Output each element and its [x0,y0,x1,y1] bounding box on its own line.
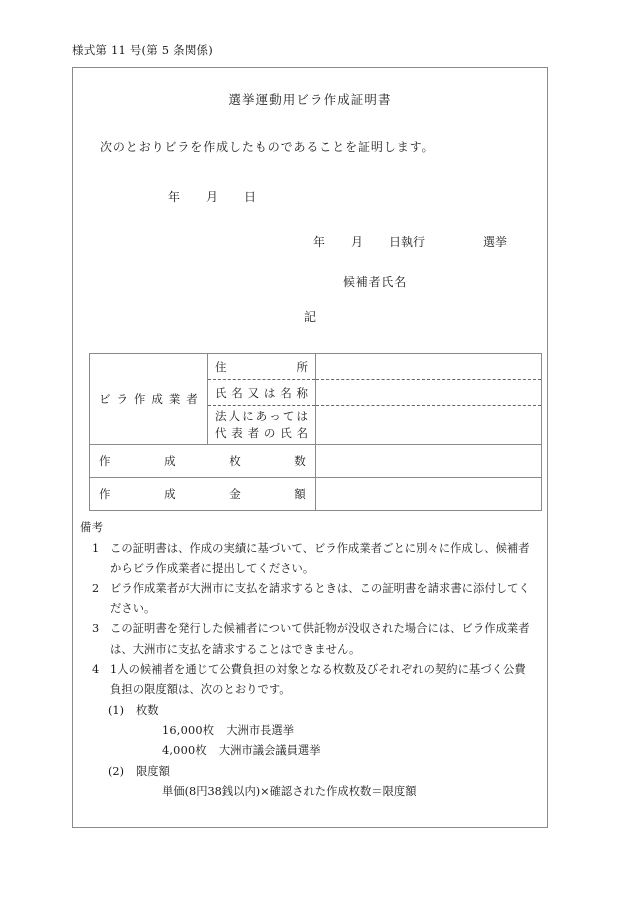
note-text-3 [110,619,542,659]
notes-section [80,518,542,802]
note-text-4 [110,660,542,700]
document-frame [72,67,548,828]
corporate-rep-value-cell[interactable] [316,406,542,445]
note-number-4: 4 [92,662,100,676]
vendor-label: ビラ作成業者 [99,392,198,406]
address-value-cell[interactable] [316,354,542,380]
corporate-rep-label-line2: 代表者の氏名 [215,426,308,440]
note-number-3: 3 [92,622,100,636]
note-text-3-line1: この証明書を発行した候補者について供託物が没収された場合には、ビラ作成業者 [110,622,530,636]
note-number-1: 1 [92,542,100,556]
election-year: 年 [313,235,326,249]
sheet-limit-row-2 [80,741,542,761]
vendor-details-table [89,353,542,511]
amount-value-cell[interactable] [316,478,542,511]
notes-heading: 備考 [80,521,104,534]
sheets-value-cell[interactable] [316,445,542,478]
table-row-amount [90,478,542,511]
issue-date-month: 月 [206,190,219,204]
address-label: 住所 [215,359,308,374]
name-label-cell [208,380,316,406]
corporate-rep-label-line1: 法人にあっては [215,409,308,424]
address-label-cell [208,354,316,380]
sheet-limit-count-2: 4,000枚 [162,744,207,758]
election-month: 月 [351,235,364,249]
ki-marker: 記 [303,310,316,324]
name-value-cell[interactable] [316,380,542,406]
issue-date-line [168,188,256,205]
note-text-1-line1: この証明書は、作成の実績に基づいて、ビラ作成業者ごとに別々に作成し、候補者 [110,542,530,556]
amount-formula: 単価(8円38銭以内)×確認された作成枚数＝限度額 [162,785,417,799]
note-item-3 [80,619,542,659]
note-item-4 [80,660,542,700]
corporate-rep-label-cell [208,406,316,445]
note-number-2: 2 [92,582,100,596]
sub-item-1-label: 枚数 [136,703,159,717]
corporate-rep-label [208,406,315,443]
election-day-exec: 日執行 [389,235,426,249]
note-text-1 [110,539,542,579]
sheet-limit-election-1: 大洲市長選挙 [226,723,295,737]
document-body [73,68,547,827]
amount-label: 作成金額 [99,487,306,501]
sub-item-2-label: 限度額 [136,765,170,779]
sub-item-1 [80,701,542,721]
candidate-name-label: 候補者氏名 [343,275,408,289]
table-row-address [90,354,542,380]
sheet-limit-row-1 [80,721,542,741]
table-row-sheets [90,445,542,478]
note-text-2-line1: ビラ作成業者が大洲市に支払を請求するときは、この証明書を請求書に添付してく [110,582,530,596]
form-number: 様式第 11 号(第 5 条関係) [72,43,213,57]
sub-item-1-number: (1) [108,703,125,717]
sheets-label: 作成枚数 [99,454,306,468]
certification-statement: 次のとおりビラを作成したものであることを証明します。 [100,140,435,154]
note-text-3-line2: は、大洲市に支払を請求することはできません。 [110,642,361,656]
election-date-line [313,233,507,250]
page-title: 選挙運動用ビラ作成証明書 [228,92,392,107]
note-text-1-line2: からビラ作成業者に提出してください。 [110,562,315,576]
sub-item-2 [80,762,542,782]
note-text-2 [110,579,542,619]
name-label: 氏名又は名称 [215,385,308,400]
amount-formula-row [80,782,542,802]
issue-date-year: 年 [168,190,181,204]
note-item-2 [80,579,542,619]
election-label: 選挙 [483,235,508,249]
issue-date-day: 日 [244,190,257,204]
amount-label-cell [90,478,316,511]
sheets-label-cell [90,445,316,478]
vendor-label-cell [90,354,208,445]
note-text-2-line2: ださい。 [110,602,156,616]
sheet-limit-election-2: 大洲市議会議員選挙 [218,744,321,758]
note-item-1 [80,539,542,579]
sub-item-2-number: (2) [108,765,125,779]
note-text-4-line2: 負担の限度額は、次のとおりです。 [110,682,291,696]
sheet-limit-count-1: 16,000枚 [162,723,215,737]
note-text-4-line1: 1人の候補者を通じて公費負担の対象となる枚数及びそれぞれの契約に基づく公費 [110,662,526,676]
